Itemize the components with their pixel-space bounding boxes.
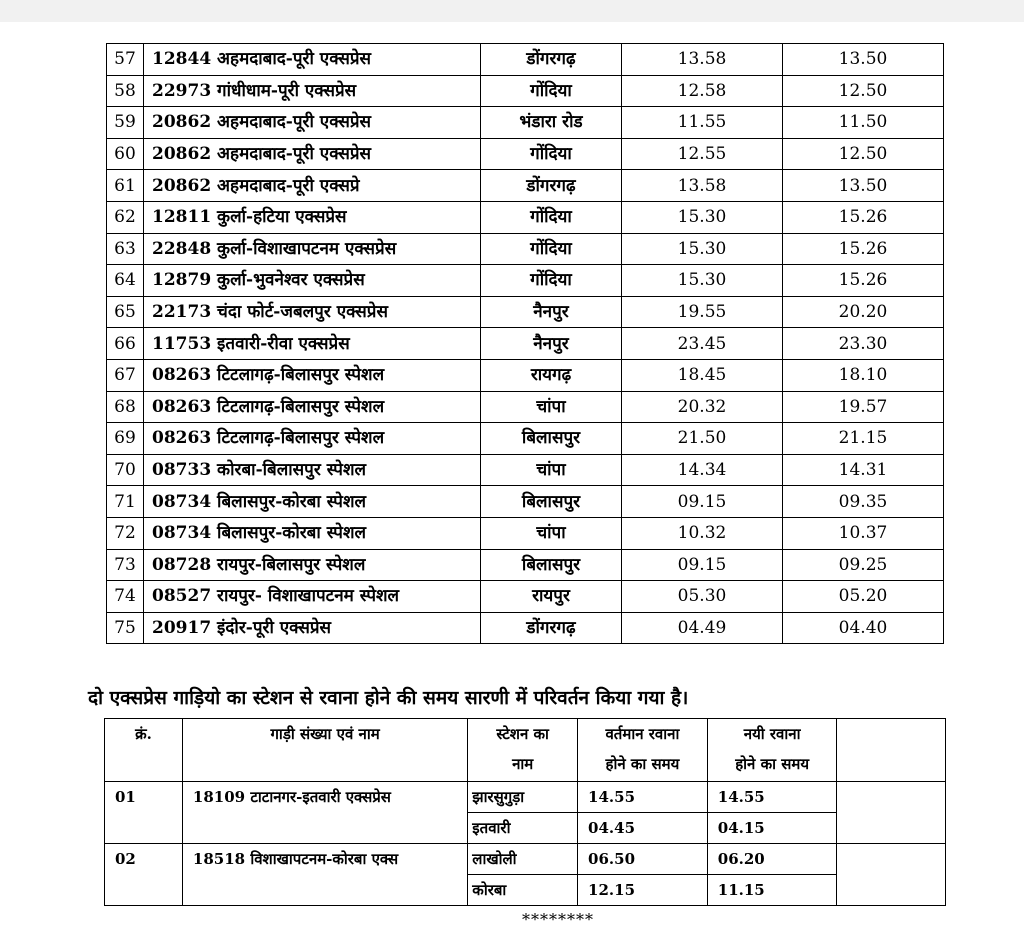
current-time-cell: 23.45 [622,328,783,360]
station-cell: बिलासपुर [481,486,622,518]
header-station-line2: नाम [512,755,534,773]
current-time-cell: 13.58 [622,170,783,202]
station-cell: कोरबा [468,875,578,906]
train-name-cell: 22848 कुर्ला-विशाखापटनम एक्सप्रेस [144,233,481,265]
current-time-cell: 12.15 [578,875,708,906]
table-row [107,265,944,297]
current-time-cell: 15.30 [622,265,783,297]
row-number-cell: 65 [107,296,144,328]
new-time-cell: 15.26 [783,201,944,233]
station-cell: गोंदिया [481,233,622,265]
station-cell: बिलासपुर [481,549,622,581]
row-number-cell: 60 [107,138,144,170]
current-time-cell: 15.30 [622,233,783,265]
train-name-cell: 08733 कोरबा-बिलासपुर स्पेशल [144,454,481,486]
current-time-cell: 15.30 [622,201,783,233]
station-cell: लाखोली [468,844,578,875]
station-cell: डोंगरगढ़ [481,44,622,76]
header-train: गाड़ी संख्या एवं नाम [182,719,467,782]
current-time-cell: 12.58 [622,75,783,107]
station-cell: गोंदिया [481,75,622,107]
current-time-cell: 20.32 [622,391,783,423]
new-time-cell: 06.20 [707,844,837,875]
table-row [107,296,944,328]
new-time-cell: 15.26 [783,233,944,265]
current-time-cell: 11.55 [622,107,783,139]
train-name-cell: 20917 इंदोर-पूरी एक्सप्रेस [144,612,481,644]
header-current-line2: होने का समय [605,755,680,773]
table-row [107,612,944,644]
new-time-cell: 15.26 [783,265,944,297]
current-time-cell: 18.45 [622,359,783,391]
row-number-cell: 64 [107,265,144,297]
new-time-cell: 09.35 [783,486,944,518]
table-row [105,782,946,813]
table-row [107,201,944,233]
table-row [107,233,944,265]
train-name-cell: 08734 बिलासपुर-कोरबा स्पेशल [144,486,481,518]
train-name-cell: 12844 अहमदाबाद-पूरी एक्सप्रेस [144,44,481,76]
header-current-line1: वर्तमान रवाना [605,725,680,743]
header-new-line1: नयी रवाना [743,725,801,743]
row-number-cell: 70 [107,454,144,486]
table-row [107,549,944,581]
row-number-cell: 71 [107,486,144,518]
current-time-cell: 10.32 [622,517,783,549]
table-row [107,423,944,455]
row-number-cell: 69 [107,423,144,455]
end-marker: ******** [522,910,594,929]
new-time-cell: 12.50 [783,75,944,107]
current-time-cell: 04.49 [622,612,783,644]
row-number-cell: 62 [107,201,144,233]
new-time-cell: 14.55 [707,782,837,813]
new-time-cell: 04.15 [707,813,837,844]
header-station-line1: स्टेशन का [496,725,549,743]
timetable-changes-table [106,43,944,644]
table-row [107,107,944,139]
row-number-cell: 61 [107,170,144,202]
station-cell: भंडारा रोड [481,107,622,139]
current-time-cell: 12.55 [622,138,783,170]
table-row [107,170,944,202]
station-cell: डोंगरगढ़ [481,170,622,202]
table-row [107,328,944,360]
train-name-cell: 22973 गांधीधाम-पूरी एक्सप्रेस [144,75,481,107]
train-cell: 18109 टाटानगर-इतवारी एक्सप्रेस [182,782,467,844]
train-name-cell: 11753 इतवारी-रीवा एक्सप्रेस [144,328,481,360]
table-row [107,138,944,170]
train-name-cell: 12879 कुर्ला-भुवनेश्वर एक्सप्रेस [144,265,481,297]
current-time-cell: 19.55 [622,296,783,328]
train-name-cell: 12811 कुर्ला-हटिया एक्सप्रेस [144,201,481,233]
top-margin-strip [0,0,1024,22]
new-time-cell: 13.50 [783,170,944,202]
train-cell: 18518 विशाखापटनम-कोरबा एक्स [182,844,467,906]
table-row [107,391,944,423]
table-row [107,44,944,76]
row-number-cell: 66 [107,328,144,360]
current-time-cell: 14.34 [622,454,783,486]
new-time-cell: 19.57 [783,391,944,423]
train-name-cell: 08263 टिटलागढ़-बिलासपुर स्पेशल [144,423,481,455]
row-number-cell: 74 [107,581,144,613]
station-cell: झारसुगुड़ा [468,782,578,813]
new-time-cell: 14.31 [783,454,944,486]
header-empty [837,719,946,782]
row-number-cell: 57 [107,44,144,76]
train-name-cell: 20862 अहमदाबाद-पूरी एक्सप्रेस [144,107,481,139]
train-name-cell: 08734 बिलासपुर-कोरबा स्पेशल [144,517,481,549]
station-cell: गोंदिया [481,201,622,233]
section-heading: दो एक्सप्रेस गाड़ियो का स्टेशन से रवाना होने की समय सारणी में परिवर्तन किया गया है। [88,687,689,709]
row-number-cell: 67 [107,359,144,391]
row-number-cell: 59 [107,107,144,139]
new-time-cell: 12.50 [783,138,944,170]
new-time-cell: 20.20 [783,296,944,328]
table-row [107,581,944,613]
station-cell: चांपा [481,517,622,549]
row-number-cell: 63 [107,233,144,265]
new-time-cell: 04.40 [783,612,944,644]
station-cell: डोंगरगढ़ [481,612,622,644]
header-new-line2: होने का समय [735,755,810,773]
header-current-time [578,719,708,782]
new-time-cell: 11.15 [707,875,837,906]
train-name-cell: 08263 टिटलागढ़-बिलासपुर स्पेशल [144,391,481,423]
station-cell: इतवारी [468,813,578,844]
header-new-time [707,719,837,782]
station-cell: चांपा [481,454,622,486]
table-row [107,75,944,107]
new-time-cell: 10.37 [783,517,944,549]
header-serial: क्रं. [105,719,183,782]
new-time-cell: 05.20 [783,581,944,613]
current-time-cell: 05.30 [622,581,783,613]
table-row [107,359,944,391]
table-row [107,454,944,486]
serial-cell: 02 [105,844,183,906]
station-cell: गोंदिया [481,265,622,297]
empty-cell [837,782,946,844]
station-cell: नैनपुर [481,328,622,360]
train-name-cell: 22173 चंदा फोर्ट-जबलपुर एक्सप्रेस [144,296,481,328]
new-time-cell: 11.50 [783,107,944,139]
table-row [107,517,944,549]
train-name-cell: 08263 टिटलागढ़-बिलासपुर स्पेशल [144,359,481,391]
station-cell: नैनपुर [481,296,622,328]
station-cell: रायपुर [481,581,622,613]
new-time-cell: 18.10 [783,359,944,391]
station-cell: गोंदिया [481,138,622,170]
row-number-cell: 75 [107,612,144,644]
train-name-cell: 08527 रायपुर- विशाखापटनम स्पेशल [144,581,481,613]
train-name-cell: 08728 रायपुर-बिलासपुर स्पेशल [144,549,481,581]
serial-cell: 01 [105,782,183,844]
current-time-cell: 13.58 [622,44,783,76]
departure-changes-table [104,718,946,906]
row-number-cell: 68 [107,391,144,423]
station-cell: रायगढ़ [481,359,622,391]
empty-cell [837,844,946,906]
new-time-cell: 21.15 [783,423,944,455]
current-time-cell: 09.15 [622,486,783,518]
station-cell: चांपा [481,391,622,423]
row-number-cell: 73 [107,549,144,581]
new-time-cell: 13.50 [783,44,944,76]
current-time-cell: 09.15 [622,549,783,581]
row-number-cell: 72 [107,517,144,549]
table-header-row [105,719,946,782]
current-time-cell: 14.55 [578,782,708,813]
train-name-cell: 20862 अहमदाबाद-पूरी एक्सप्रे [144,170,481,202]
header-station [468,719,578,782]
station-cell: बिलासपुर [481,423,622,455]
new-time-cell: 23.30 [783,328,944,360]
table-row [105,844,946,875]
current-time-cell: 06.50 [578,844,708,875]
train-name-cell: 20862 अहमदाबाद-पूरी एक्सप्रेस [144,138,481,170]
row-number-cell: 58 [107,75,144,107]
new-time-cell: 09.25 [783,549,944,581]
table-row [107,486,944,518]
current-time-cell: 21.50 [622,423,783,455]
current-time-cell: 04.45 [578,813,708,844]
